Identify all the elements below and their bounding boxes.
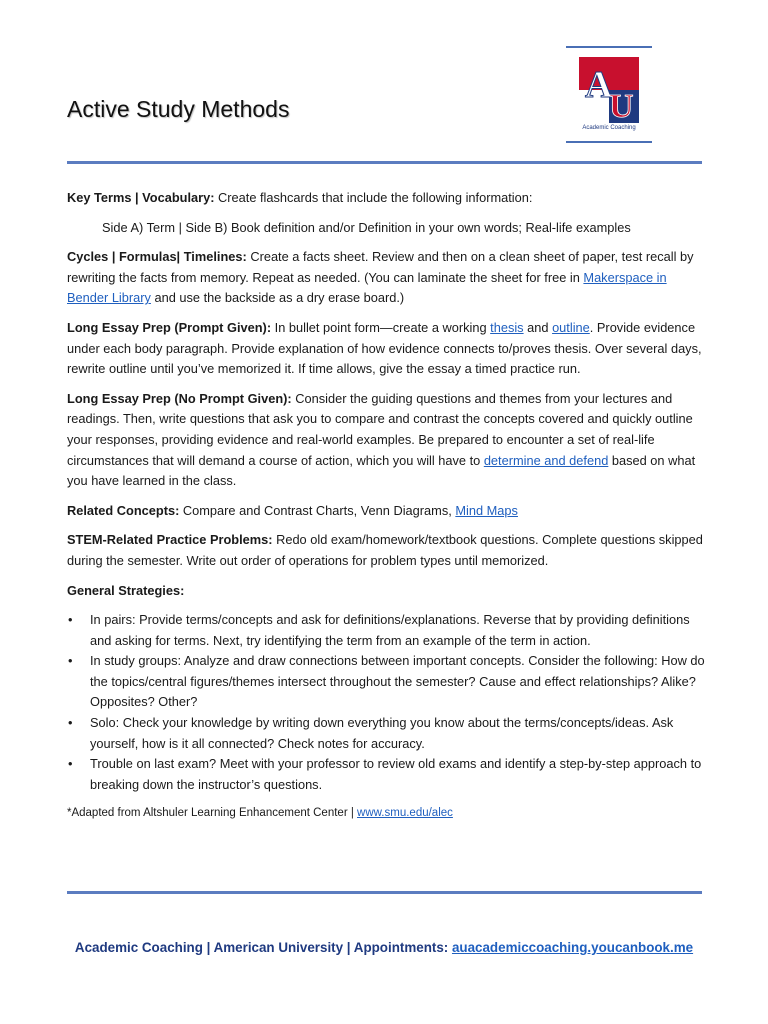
document-body	[67, 188, 707, 833]
related-concepts-paragraph	[67, 501, 707, 522]
academic-coaching-logo	[566, 46, 652, 142]
essay-prompt-label: Long Essay Prep (Prompt Given):	[67, 319, 272, 335]
stem-label: STEM-Related Practice Problems:	[67, 532, 273, 548]
thesis-link[interactable]: thesis	[490, 319, 524, 335]
essay-prompt-and: and	[523, 319, 553, 335]
footnote-text: *Adapted from Altshuler Learning Enhancement Center |	[67, 807, 358, 820]
footer	[0, 940, 768, 955]
outline-link[interactable]: outline	[552, 319, 590, 335]
list-item: • In study groups: Analyze and draw connections between important concepts. Consider the following: How do the topics/central figures/themes intersect throughout the semester? Cause and effect relationships? Alike? Opposites? Other?	[67, 651, 707, 713]
page-title: Active Study Methods	[67, 96, 290, 122]
strategies-list	[67, 610, 707, 795]
essay-no-prompt-label: Long Essay Prep (No Prompt Given):	[67, 390, 292, 406]
logo-caption: Academic Coaching	[582, 125, 636, 131]
au-logo-icon	[579, 57, 639, 123]
key-terms-detail: Side A) Term | Side B) Book definition and/or Definition in your own words; Real-life examples	[102, 219, 631, 235]
list-item: • Solo: Check your knowledge by writing down everything you know about the terms/concepts/ideas. Ask yourself, how is it all connected? Check notes for accuracy.	[67, 713, 707, 754]
smu-alec-link[interactable]: www.smu.edu/alec	[357, 807, 453, 820]
makerspace-link[interactable]: Makerspace in Bender Library	[67, 269, 667, 306]
footnote	[67, 803, 707, 824]
essay-no-prompt-text: Consider the guiding questions and themes from your lectures and readings. Then, write questions that ask you to compare and contrast the concepts covered and quickly outline your responses, providing evidence and real-world examples. Be prepared to encounter a set of real-life circumstances that will demand a course of action, which you will have to	[67, 390, 693, 468]
logo-top-rule	[566, 46, 652, 48]
determine-defend-link[interactable]: determine and defend	[483, 452, 609, 468]
stem-text: Redo old exam/homework/textbook questions. Complete questions skipped during the semester. Write out order of operations for problem types until memorized.	[67, 532, 703, 568]
related-label: Related Concepts:	[67, 502, 180, 518]
key-terms-label: Key Terms | Vocabulary:	[67, 190, 215, 205]
logo-bottom-rule	[566, 141, 652, 143]
key-terms-text: Create flashcards that include the following information:	[214, 190, 533, 205]
key-terms-paragraph	[67, 188, 707, 209]
list-item: • Trouble on last exam? Meet with your professor to review old exams and identify a step-by-step approach to breaking down the instructor’s questions.	[67, 754, 707, 795]
essay-no-prompt-paragraph	[67, 389, 707, 492]
stem-paragraph	[67, 530, 707, 571]
essay-no-prompt-text-after: based on what you have learned in the class.	[67, 452, 696, 489]
footer-divider	[67, 891, 702, 894]
footer-text: Academic Coaching | American University | Appointments:	[74, 940, 452, 955]
cycles-text: Create a facts sheet. Review and then on a clean sheet of paper, test recall by rewriting the facts from memory. Repeat as needed. (You can laminate the sheet for free in	[67, 249, 694, 285]
header-divider	[67, 161, 702, 164]
cycles-paragraph	[67, 247, 707, 309]
general-label: General Strategies:	[67, 582, 185, 598]
svg-text:U: U	[609, 88, 634, 123]
essay-prompt-text-after: . Provide evidence under each body paragraph. Provide explanation of how evidence connects to/proves thesis. Over several days, rewrite outline until you’ve memorized it. If time allows, give the essay a timed practice run.	[67, 319, 702, 377]
booking-link[interactable]: auacademiccoaching.youcanbook.me	[451, 940, 694, 955]
mind-maps-link[interactable]: Mind Maps	[455, 502, 518, 518]
general-strategies-heading	[67, 581, 707, 602]
list-item: • In pairs: Provide terms/concepts and ask for definitions/explanations. Reverse that by providing definitions and asking for terms. Next, try identifying the term from an example of the term in action.	[67, 610, 707, 651]
cycles-label: Cycles | Formulas| Timelines:	[67, 249, 247, 265]
related-text: Compare and Contrast Charts, Venn Diagrams,	[179, 502, 456, 518]
essay-prompt-paragraph	[67, 318, 707, 380]
essay-prompt-text: In bullet point form—create a working	[271, 319, 491, 335]
cycles-text-after: and use the backside as a dry erase board.)	[150, 290, 405, 306]
svg-text:A: A	[585, 64, 613, 106]
